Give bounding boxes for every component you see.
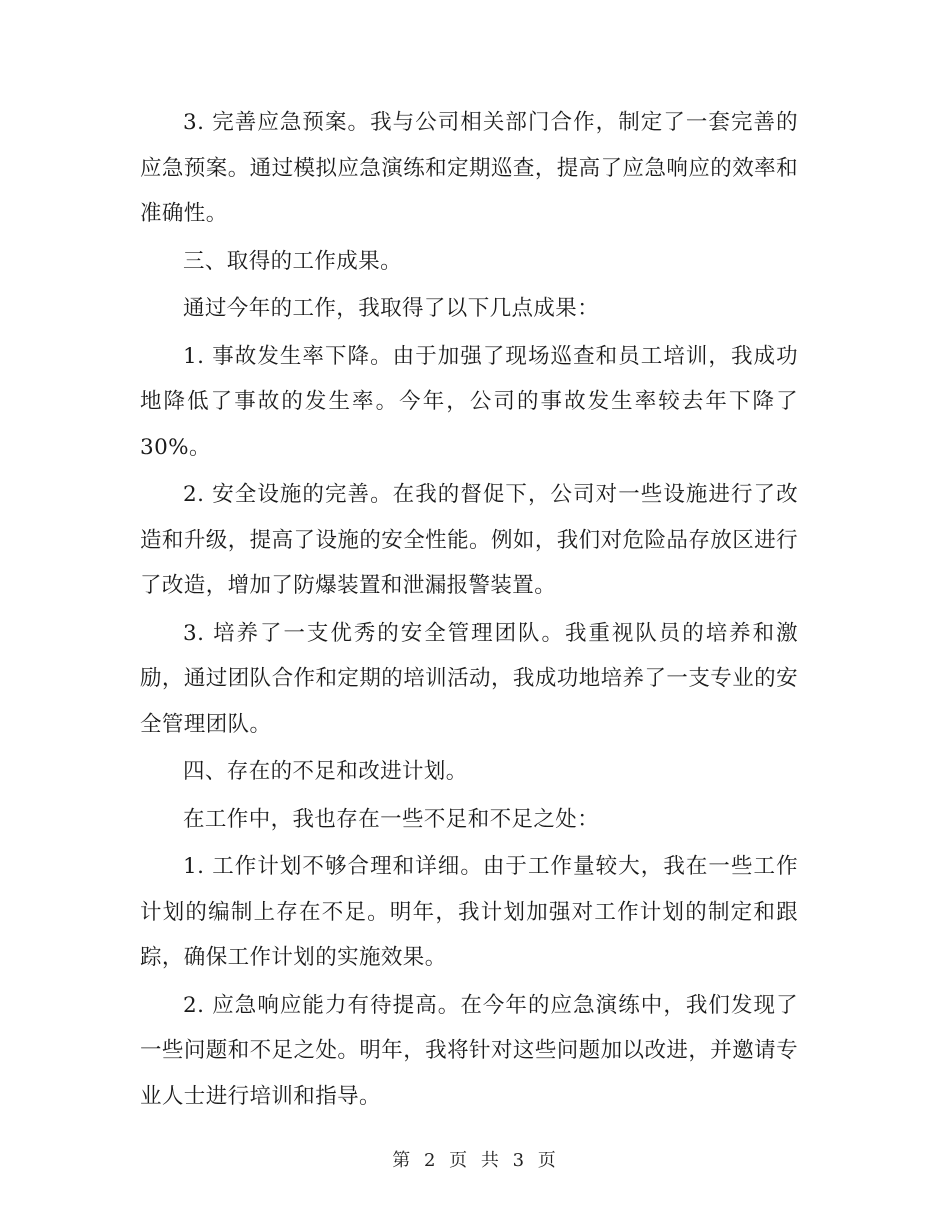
heading-achievements: 三、取得的工作成果。 (183, 248, 403, 274)
paragraph-emergency-plan: 3. 完善应急预案。我与公司相关部门合作，制定了一套完善的应急预案。通过模拟应急演练和定期巡查，提高了应急响应的效率和准确性。 (140, 110, 798, 226)
paragraph-safety-team: 3. 培养了一支优秀的安全管理团队。我重视队员的培养和激励，通过团队合作和定期的培训活动，我成功地培养了一支专业的安全管理团队。 (140, 620, 798, 737)
page-number-footer: 第 2 页 共 3 页 (392, 1150, 558, 1171)
paragraph-emergency-response: 2. 应急响应能力有待提高。在今年的应急演练中，我们发现了一些问题和不足之处。明年，我将针对这些问题加以改进，并邀请专业人士进行培训和指导。 (140, 992, 798, 1109)
paragraph-safety-facilities: 2. 安全设施的完善。在我的督促下，公司对一些设施进行了改造和升级，提高了设施的安全性能。例如，我们对危险品存放区进行了改造，增加了防爆装置和泄漏报警装置。 (140, 482, 798, 598)
paragraph-shortcomings-intro: 在工作中，我也存在一些不足和不足之处： (183, 806, 600, 832)
document-body (140, 100, 798, 1121)
paragraph-achievements-intro: 通过今年的工作，我取得了以下几点成果： (183, 296, 600, 321)
paragraph-accident-rate: 1. 事故发生率下降。由于加强了现场巡查和员工培训，我成功地降低了事故的发生率。今年，公司的事故发生率较去年下降了 30%。 (140, 343, 798, 460)
heading-shortcomings: 四、存在的不足和改进计划。 (183, 759, 468, 784)
paragraph-work-plan: 1. 工作计划不够合理和详细。由于工作量较大，我在一些工作计划的编制上存在不足。明年，我计划加强对工作计划的制定和跟踪，确保工作计划的实施效果。 (140, 854, 798, 970)
